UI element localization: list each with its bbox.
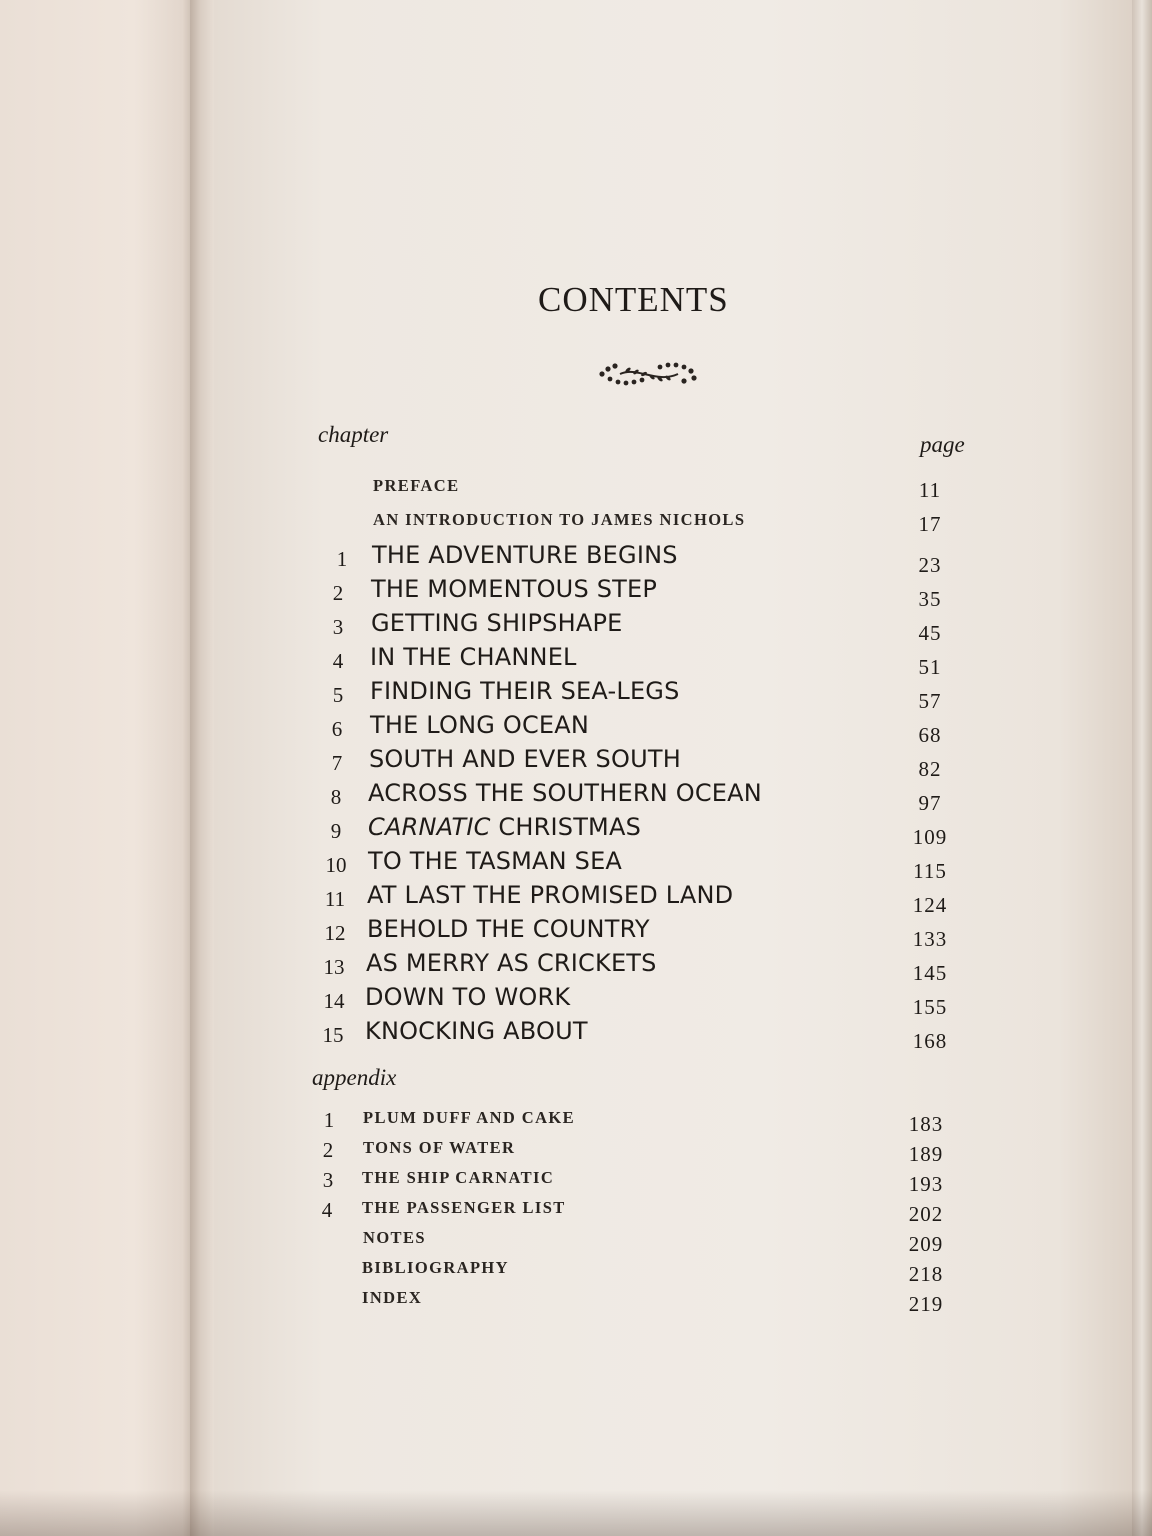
entry-page: 189 (908, 1142, 944, 1166)
ornament-icon (598, 358, 698, 390)
entry-label: NOTES (363, 1228, 426, 1247)
entry-page: 17 (918, 512, 942, 536)
entry-page: 11 (918, 478, 942, 502)
toc-entry-chapter (0, 983, 1152, 1017)
entry-label: GETTING SHIPSHAPE (371, 609, 623, 637)
toc-entry-chapter (0, 643, 1152, 677)
entry-label: PLUM DUFF AND CAKE (363, 1108, 576, 1127)
entry-page: 145 (912, 961, 948, 985)
entry-label: BIBLIOGRAPHY (362, 1258, 509, 1277)
entry-page: 209 (908, 1232, 944, 1256)
contents-title: CONTENTS (538, 280, 729, 319)
toc-entry-chapter (0, 847, 1152, 881)
entry-label: THE MOMENTOUS STEP (371, 575, 658, 603)
toc-entry-front (0, 508, 1152, 542)
toc-entry-chapter (0, 575, 1152, 609)
toc-entry-chapter (0, 609, 1152, 643)
entry-page: 124 (912, 893, 948, 917)
entry-page: 183 (908, 1112, 944, 1136)
entry-label: DOWN TO WORK (365, 983, 571, 1011)
entry-label: THE PASSENGER LIST (362, 1198, 566, 1217)
toc-entry-appendix (0, 1106, 1152, 1140)
entry-page: 68 (918, 723, 942, 747)
entry-page: 97 (918, 791, 942, 815)
toc-entry-appendix (0, 1196, 1152, 1230)
entry-number: 6 (331, 717, 343, 741)
entry-page: 57 (918, 689, 942, 713)
entry-page: 115 (913, 859, 947, 883)
entry-label (368, 813, 641, 841)
entry-label: AT LAST THE PROMISED LAND (367, 881, 734, 909)
toc-entry-chapter (0, 949, 1152, 983)
entry-number: 1 (323, 1108, 335, 1132)
entry-page: 193 (908, 1172, 944, 1196)
toc-entry-chapter (0, 745, 1152, 779)
toc-entry-chapter (0, 915, 1152, 949)
entry-label: AN INTRODUCTION TO JAMES NICHOLS (373, 510, 746, 529)
entry-page: 51 (918, 655, 942, 679)
toc-entry-back (0, 1226, 1152, 1260)
entry-page: 45 (918, 621, 942, 645)
toc-entry-back (0, 1256, 1152, 1290)
bottom-shadow (0, 1490, 1152, 1536)
entry-page: 155 (912, 995, 948, 1019)
entry-label: THE ADVENTURE BEGINS (372, 541, 678, 569)
entry-page: 202 (908, 1202, 944, 1226)
entry-number: 10 (325, 853, 347, 877)
entry-label-italic: CARNATIC (368, 813, 491, 841)
entry-label-rest: CHRISTMAS (490, 813, 642, 841)
entry-number: 4 (332, 649, 344, 673)
entry-page: 35 (918, 587, 942, 611)
toc-entry-chapter (0, 541, 1152, 575)
chapter-column-header: chapter (318, 422, 389, 447)
toc-entry-chapter (0, 813, 1152, 847)
entry-number: 12 (324, 921, 346, 945)
entry-number: 2 (332, 581, 344, 605)
toc-entry-chapter (0, 1017, 1152, 1051)
entry-number: 5 (332, 683, 344, 707)
entry-label: BEHOLD THE COUNTRY (367, 915, 650, 943)
entry-label: THE SHIP CARNATIC (362, 1168, 555, 1187)
entry-page: 82 (918, 757, 942, 781)
toc-entry-chapter (0, 677, 1152, 711)
entry-page: 219 (908, 1292, 944, 1316)
entry-page: 23 (918, 553, 942, 577)
entry-label: TONS OF WATER (363, 1138, 516, 1157)
entry-label: ACROSS THE SOUTHERN OCEAN (368, 779, 762, 807)
toc-entry-front (0, 474, 1152, 508)
page-column-header: page (920, 432, 965, 457)
entry-label: SOUTH AND EVER SOUTH (369, 745, 681, 773)
entry-number: 11 (324, 887, 346, 911)
entry-number: 3 (332, 615, 344, 639)
toc-entry-appendix (0, 1136, 1152, 1170)
entry-number: 8 (330, 785, 342, 809)
entry-number: 3 (322, 1168, 334, 1192)
entry-label: TO THE TASMAN SEA (368, 847, 623, 875)
entry-page: 168 (912, 1029, 948, 1053)
toc-entry-back (0, 1286, 1152, 1320)
entry-number: 7 (331, 751, 343, 775)
entry-number: 14 (323, 989, 345, 1013)
entry-number: 2 (322, 1138, 334, 1162)
entry-number: 4 (321, 1198, 333, 1222)
entry-number: 13 (323, 955, 345, 979)
entry-label: FINDING THEIR SEA-LEGS (370, 677, 680, 705)
entry-label: THE LONG OCEAN (370, 711, 590, 739)
entry-number: 1 (336, 547, 348, 571)
toc-entry-appendix (0, 1166, 1152, 1200)
entry-page: 109 (912, 825, 948, 849)
toc-entry-chapter (0, 779, 1152, 813)
entry-label: PREFACE (373, 476, 460, 495)
entry-page: 133 (912, 927, 948, 951)
entry-label: INDEX (362, 1288, 423, 1307)
entry-label: IN THE CHANNEL (370, 643, 577, 671)
appendix-header: appendix (312, 1065, 397, 1090)
toc-entry-chapter (0, 711, 1152, 745)
toc-entry-chapter (0, 881, 1152, 915)
entry-number: 9 (330, 819, 342, 843)
entry-label: AS MERRY AS CRICKETS (366, 949, 657, 977)
entry-page: 218 (908, 1262, 944, 1286)
entry-label: KNOCKING ABOUT (365, 1017, 588, 1045)
entry-number: 15 (322, 1023, 344, 1047)
